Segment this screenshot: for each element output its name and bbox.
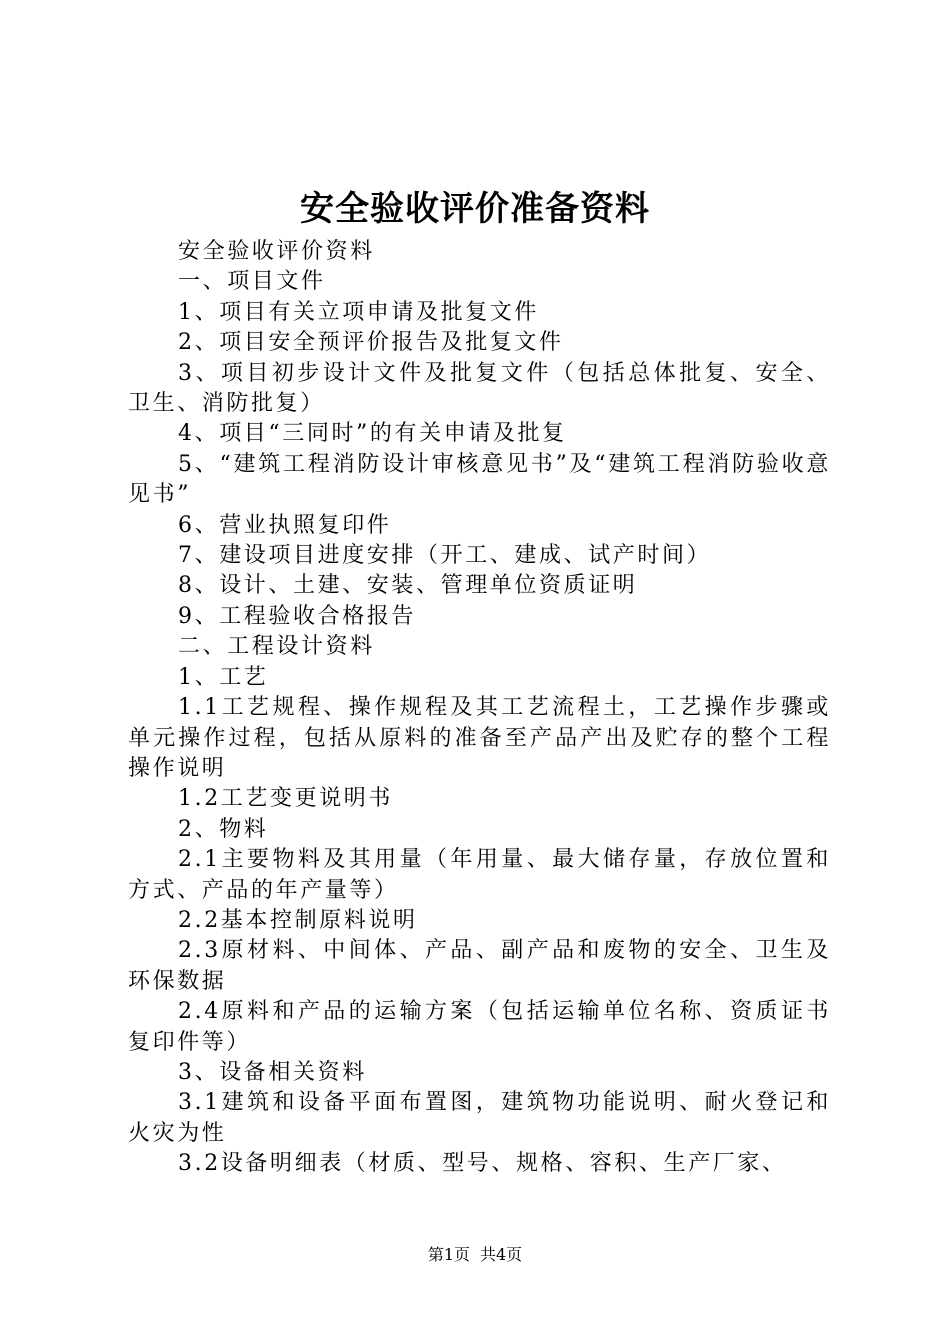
list-item: 2、项目安全预评价报告及批复文件: [178, 330, 564, 356]
list-item: 9、工程验收合格报告: [178, 603, 416, 629]
list-item: 1.2工艺变更说明书: [178, 786, 393, 812]
subsection-heading: 2、物料: [178, 816, 269, 842]
list-item: 3.1建筑和设备平面布置图，建筑物功能说明、耐火登记和火灾为性: [128, 1090, 831, 1146]
section-heading: 一、项目文件: [178, 269, 326, 295]
list-item: 1、项目有关立项申请及批复文件: [178, 299, 539, 325]
list-item: 7、建设项目进度安排（开工、建成、试产时间）: [178, 543, 712, 569]
list-item: 1.1工艺规程、操作规程及其工艺流程土，工艺操作步骤或单元操作过程，包括从原料的准备至产品产出及贮存的整个工程操作说明: [128, 695, 831, 781]
page-footer: [0, 1243, 950, 1267]
list-item: 2.1主要物料及其用量（年用量、最大储存量，存放位置和方式、产品的年产量等）: [128, 847, 831, 903]
list-item: 2.3原材料、中间体、产品、副产品和废物的安全、卫生及环保数据: [128, 938, 831, 994]
page-total: 共4页: [480, 1245, 523, 1264]
subsection-heading: 3、设备相关资料: [178, 1059, 367, 1085]
list-item: 3.2设备明细表（材质、型号、规格、容积、生产厂家、: [178, 1151, 787, 1177]
list-item: 3、项目初步设计文件及批复文件（包括总体批复、安全、卫生、消防批复）: [128, 360, 831, 417]
list-item: 4、项目“三同时”的有关申请及批复: [178, 421, 567, 447]
document-body: [128, 237, 831, 1180]
list-item: 5、“建筑工程消防设计审核意见书”及“建筑工程消防验收意见书”: [128, 451, 831, 508]
paragraph: 安全验收评价资料: [178, 239, 375, 264]
list-item: 2.2基本控制原料说明: [178, 907, 418, 933]
subsection-heading: 1、工艺: [178, 664, 269, 690]
list-item: 8、设计、土建、安装、管理单位资质证明: [178, 573, 638, 599]
page-number: 第1页: [427, 1245, 470, 1264]
section-heading: 二、工程设计资料: [178, 634, 375, 660]
list-item: 2.4原料和产品的运输方案（包括运输单位名称、资质证书复印件等）: [128, 999, 831, 1055]
list-item: 6、营业执照复印件: [178, 512, 392, 538]
document-title: 安全验收评价准备资料: [300, 189, 650, 229]
